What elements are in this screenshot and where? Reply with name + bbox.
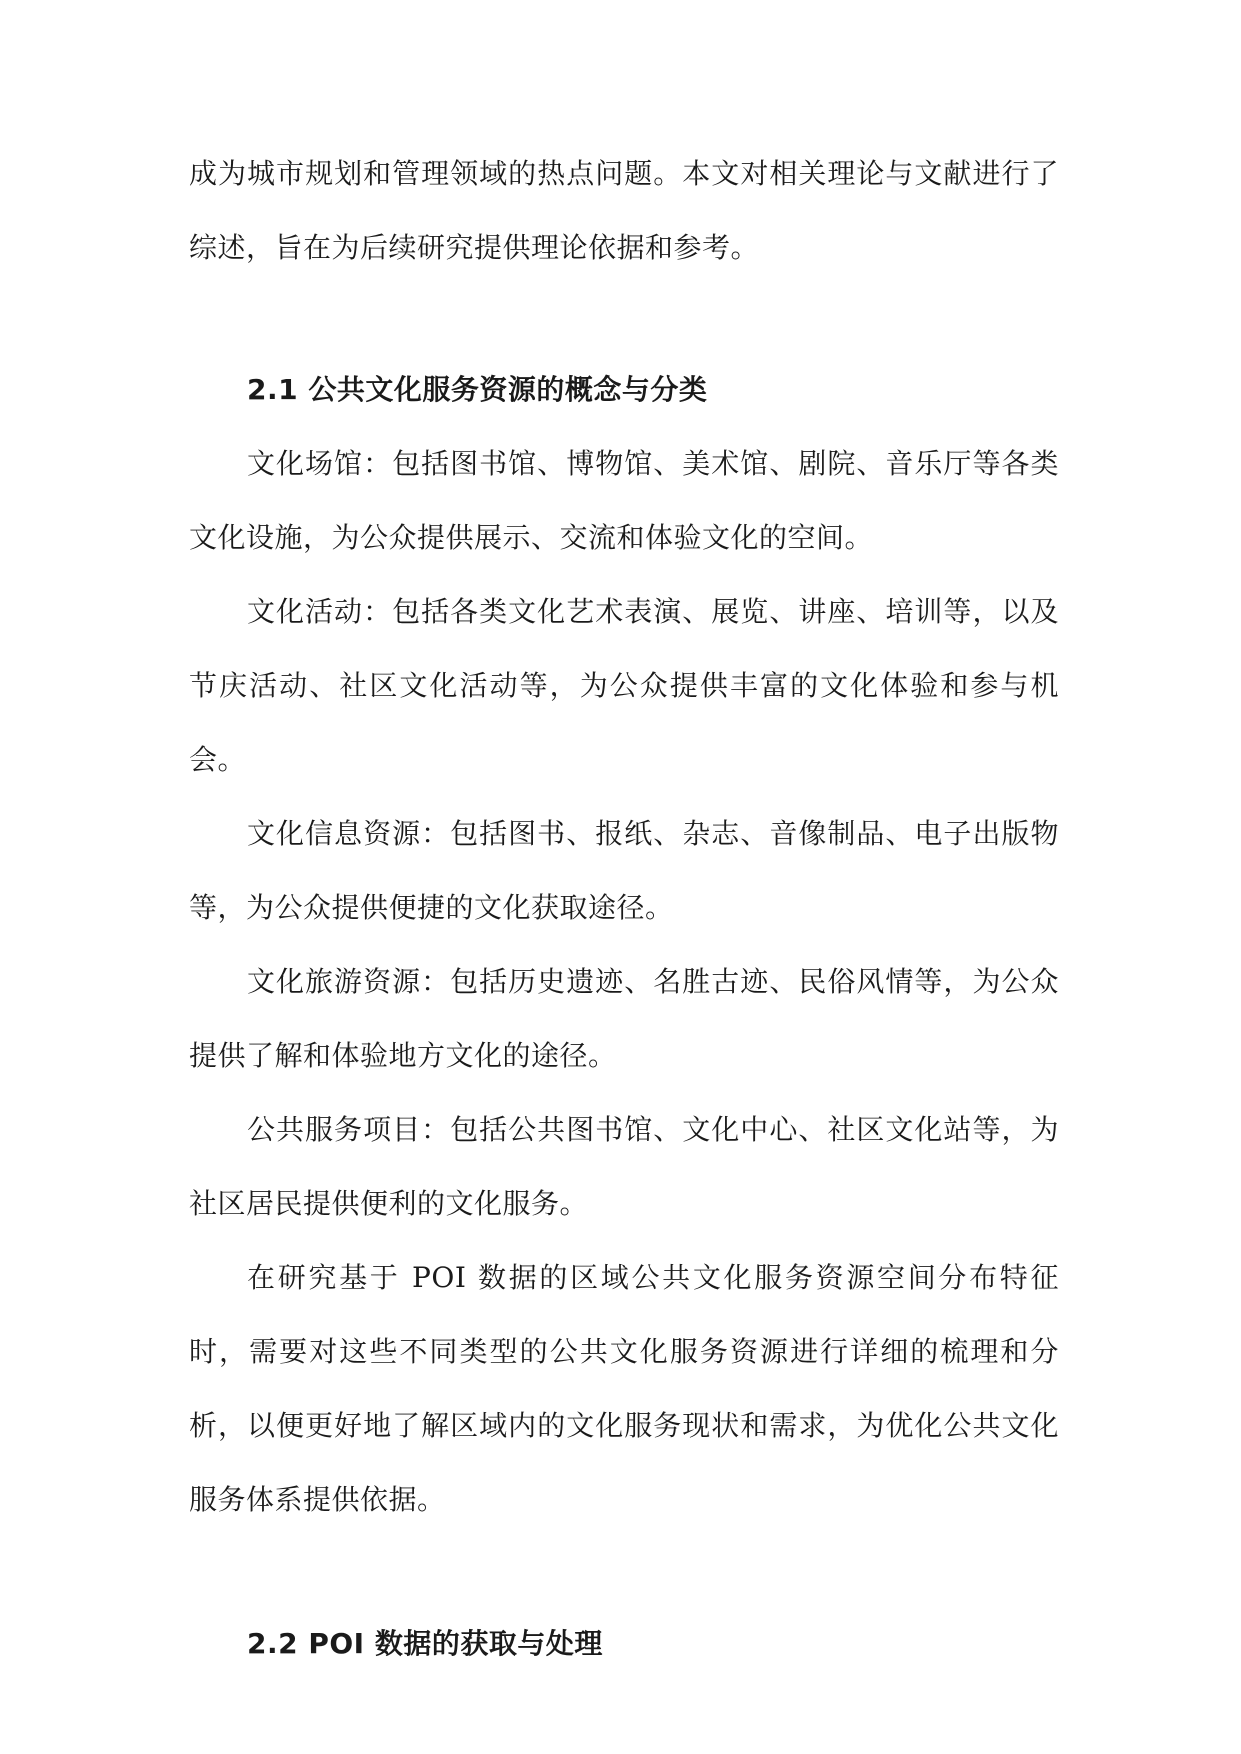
paragraph-cultural-venues: 文化场馆：包括图书馆、博物馆、美术馆、剧院、音乐厅等各类文化设施，为公众提供展示、交流和体验文化的空间。 — [189, 447, 1059, 554]
intro-paragraph: 成为城市规划和管理领域的热点问题。本文对相关理论与文献进行了综述，旨在为后续研究提供理论依据和参考。 — [189, 157, 1059, 264]
paragraph-cultural-activities: 文化活动：包括各类文化艺术表演、展览、讲座、培训等，以及节庆活动、社区文化活动等，为公众提供丰富的文化体验和参与机会。 — [189, 595, 1059, 776]
section-heading-2-1: 2.1 公共文化服务资源的概念与分类 — [247, 373, 708, 406]
paragraph-cultural-tourism: 文化旅游资源：包括历史遗迹、名胜古迹、民俗风情等，为公众提供了解和体验地方文化的途径。 — [189, 965, 1059, 1072]
document-body — [189, 137, 1059, 1681]
section-heading-2-2: 2.2 POI 数据的获取与处理 — [247, 1627, 603, 1660]
paragraph-cultural-information: 文化信息资源：包括图书、报纸、杂志、音像制品、电子出版物等，为公众提供便捷的文化获取途径。 — [189, 817, 1059, 924]
paragraph-poi-research: 在研究基于 POI 数据的区域公共文化服务资源空间分布特征时，需要对这些不同类型的公共文化服务资源进行详细的梳理和分析，以便更好地了解区域内的文化服务现状和需求，为优化公共文化服务体系提供依据。 — [189, 1261, 1059, 1516]
paragraph-public-services: 公共服务项目：包括公共图书馆、文化中心、社区文化站等，为社区居民提供便利的文化服务。 — [189, 1113, 1059, 1220]
